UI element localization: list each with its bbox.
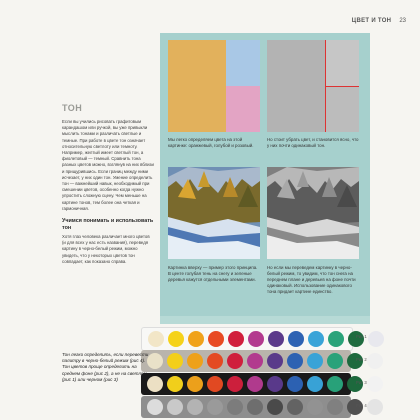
paint-dot <box>268 331 284 347</box>
paint-dot <box>247 399 263 415</box>
sub-paragraph: Хотя глаз человека различает много цветов (и для всех у нас есть названия), переведя картину в черно-белый режим, можно увидеть, что у некоторых цветов тон совпадает, как показано справа. <box>62 234 150 264</box>
paint-dot <box>207 353 223 369</box>
paint-dot <box>167 399 183 415</box>
pink-swatch <box>226 86 260 132</box>
caption-gray: Но стоит убрать цвет, и становится ясно, что у них почти одинаковый тон. <box>267 137 359 148</box>
blue-swatch <box>226 40 260 86</box>
paint-dot <box>267 376 283 392</box>
gray-swatch-3 <box>325 86 359 132</box>
paint-dot <box>287 376 303 392</box>
palette-label-2: Рис 2 <box>356 357 367 362</box>
intro-paragraph: Если вы учились рисовать графитовым карандашом или ручкой, вы уже привыкли мыслить тонами и различать светлые и темные. При работе в цвете тон означает относительную светлоту или темноту. Например, желтый имеет светлый тон, а фиолетовый — темный. Сравнить тона разных цветов можно, взглянув на них вблизи и прищурившись. Если границ между ними исчезает, у них один тон. Умение определить тон — важнейший навык, необходимый при смешении цветов, особенно когда нужно упростить сложную сцену. Чем меньше на картине тонов, тем более она четкая и гармоничная. <box>62 119 154 211</box>
paint-dot <box>327 376 343 392</box>
section-title: ТОН <box>62 103 83 113</box>
palette-label-4: Рис 4 <box>356 403 367 408</box>
paint-dot <box>267 353 283 369</box>
paint-dot <box>227 353 243 369</box>
palette-label-3: Рис 3 <box>356 380 367 385</box>
paint-dot <box>288 331 304 347</box>
paint-dot <box>247 353 263 369</box>
paint-dot <box>267 399 283 415</box>
paint-dot <box>168 331 184 347</box>
caption-color: Мы легко определяем цвета на этой картинке: оранжевый, голубой и розовый. <box>168 137 254 148</box>
red-divider-horizontal <box>325 86 359 87</box>
paint-dot <box>367 399 383 415</box>
panel-strip <box>160 316 370 324</box>
landscape-gray-image <box>267 167 359 259</box>
palette-label-1: Рис 1 <box>356 334 367 339</box>
subheading: Учимся понимать и использовать тон <box>62 218 154 231</box>
paint-dot <box>327 399 343 415</box>
paint-dot <box>368 331 384 347</box>
paint-dot <box>247 376 263 392</box>
paint-dot <box>307 376 323 392</box>
paint-dot <box>187 376 203 392</box>
paint-dot <box>287 399 303 415</box>
paint-dot <box>208 331 224 347</box>
paint-dot <box>248 331 264 347</box>
paint-dot <box>227 399 243 415</box>
landscape-color-image <box>168 167 260 259</box>
palette-row-1 <box>141 327 353 351</box>
palette-row-2 <box>141 350 351 372</box>
paint-dot <box>207 376 223 392</box>
gray-swatch-1 <box>267 40 325 132</box>
paint-dot <box>167 353 183 369</box>
paint-dot <box>187 399 203 415</box>
orange-swatch <box>168 40 226 132</box>
paint-dot <box>328 331 344 347</box>
paint-dot <box>188 331 204 347</box>
palette-caption: Тон легко определить, если перевести палитру в черно-белый режим (рис 4). Тон цветов проще определить на среднем фоне (рис 2), а не на светлом (рис 1) или черном (рис 3) <box>62 352 149 382</box>
paint-dot <box>207 399 223 415</box>
page-header <box>352 18 406 24</box>
running-head: ЦВЕТ И ТОН <box>351 18 392 24</box>
paint-dot <box>287 353 303 369</box>
palette-row-3 <box>141 373 351 395</box>
paint-dot <box>367 353 383 369</box>
palette-row-4 <box>141 396 351 418</box>
caption-landscape-color: Картинка вверху — пример этого принципа. В центе голубая тень на снегу и зеленые деревья кажутся отдельными элементами. <box>168 265 258 282</box>
paint-dot <box>167 376 183 392</box>
paint-dot <box>228 331 244 347</box>
paint-dot <box>308 331 324 347</box>
paint-dot <box>367 376 383 392</box>
page-number: 23 <box>399 18 406 24</box>
paint-dot <box>147 399 163 415</box>
paint-dot <box>148 331 164 347</box>
grayscale-swatch-block <box>267 40 359 132</box>
paint-dot <box>187 353 203 369</box>
paint-dot <box>307 399 323 415</box>
paint-dot <box>327 353 343 369</box>
gray-swatch-2 <box>325 40 359 86</box>
left-column <box>62 103 154 265</box>
color-swatch-block <box>168 40 260 132</box>
paint-dot <box>227 376 243 392</box>
caption-landscape-gray: Но если мы переведем картинку в черно-белый режим, то увидим, что тон снега на переднем плане и деревьев на фоне почти одинаковый. Использование одинакового тона придает картине единство. <box>267 265 356 294</box>
paint-dot <box>307 353 323 369</box>
